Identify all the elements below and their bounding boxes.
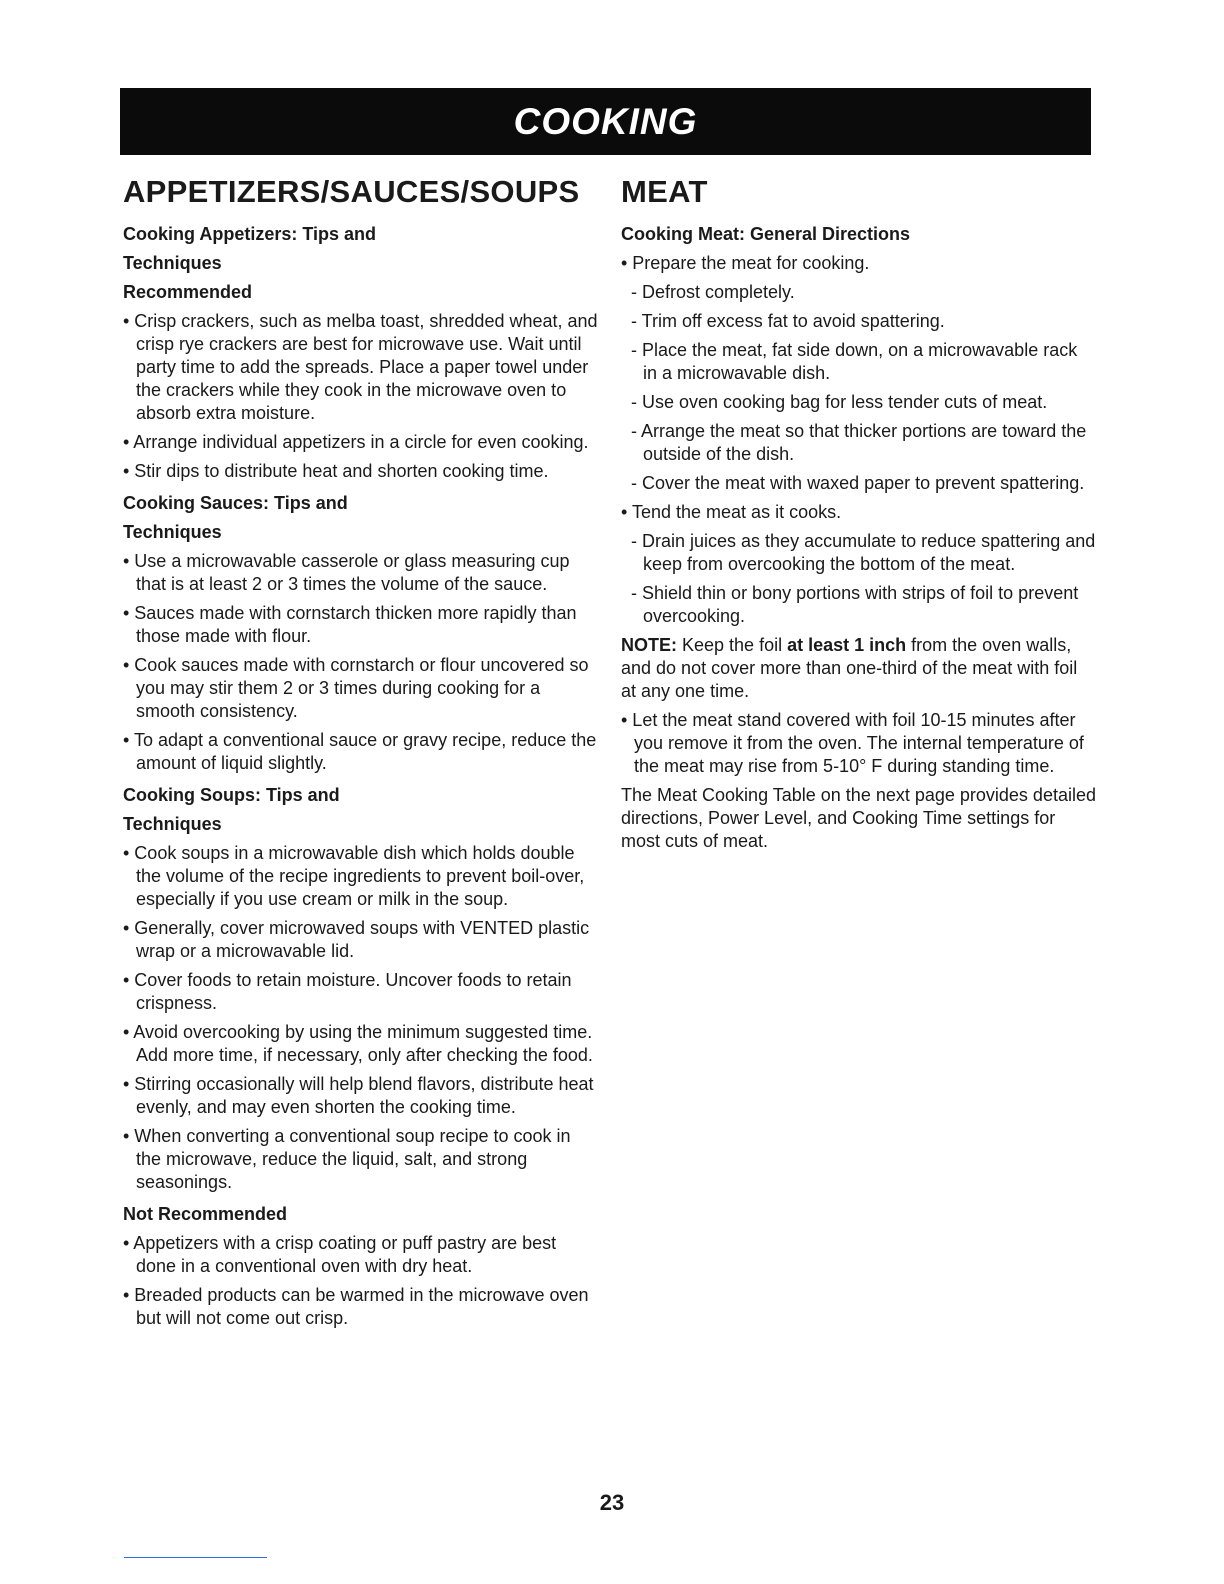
appetizers-heading-cont: Techniques — [123, 253, 222, 273]
list-item: • Cover foods to retain moisture. Uncover foods to retain crispness. — [123, 970, 572, 1013]
banner-title: COOKING — [513, 100, 698, 142]
sub-list-item: - Trim off excess fat to avoid spattering. — [631, 311, 945, 331]
list-item: • Crisp crackers, such as melba toast, shredded wheat, and crisp rye crackers are best for microwave use. Wait until party time to add the spreads. Place a paper towel under the crackers while they cook in the microwave oven to absorb extra moisture. — [123, 311, 598, 423]
sauces-heading-cont: Techniques — [123, 522, 222, 542]
list-item: • Let the meat stand covered with foil 10-15 minutes after you remove it from the oven. The internal temperature of the meat may rise from 5-10° F during standing time. — [621, 710, 1084, 776]
appetizers-heading: Cooking Appetizers: Tips and — [123, 224, 377, 244]
section-banner — [120, 88, 1091, 155]
right-column — [621, 172, 1096, 859]
note-label: NOTE: — [621, 635, 677, 655]
sub-list-item: - Arrange the meat so that thicker portions are toward the outside of the dish. — [631, 421, 1087, 464]
recommended-heading: Recommended — [123, 282, 253, 302]
sub-list-item: - Place the meat, fat side down, on a microwavable rack in a microwavable dish. — [631, 340, 1078, 383]
list-item: • Stir dips to distribute heat and shorten cooking time. — [123, 461, 549, 481]
sub-list-item: - Cover the meat with waxed paper to prevent spattering. — [631, 473, 1085, 493]
sub-list-item: - Use oven cooking bag for less tender cuts of meat. — [631, 392, 1048, 412]
soups-heading-cont: Techniques — [123, 814, 222, 834]
note-text-cont: from the oven walls, and do not cover more than one-third of the meat with foil at any one time. — [621, 635, 1078, 701]
note-text: Keep the foil — [677, 635, 788, 655]
list-item: • Prepare the meat for cooking. — [621, 253, 870, 273]
note-paragraph — [621, 634, 1096, 703]
left-column — [123, 172, 598, 1336]
list-item: • Arrange individual appetizers in a circle for even cooking. — [123, 432, 589, 452]
meat-general-heading: Cooking Meat: General Directions — [621, 224, 911, 244]
footer-divider — [124, 1557, 267, 1558]
not-recommended-heading: Not Recommended — [123, 1204, 288, 1224]
list-item: • Cook sauces made with cornstarch or flour uncovered so you may stir them 2 or 3 times during cooking for a smooth consistency. — [123, 655, 589, 721]
section-title-appetizers: APPETIZERS/SAUCES/SOUPS — [123, 174, 580, 209]
page-number: 23 — [599, 1490, 625, 1515]
sub-list-item: - Shield thin or bony portions with strips of foil to prevent overcooking. — [631, 583, 1079, 626]
list-item: • Use a microwavable casserole or glass measuring cup that is at least 2 or 3 times the volume of the sauce. — [123, 551, 570, 594]
closing-paragraph: The Meat Cooking Table on the next page provides detailed directions, Power Level, and Cooking Time settings for most cuts of meat. — [621, 785, 1096, 851]
list-item: • Sauces made with cornstarch thicken more rapidly than those made with flour. — [123, 603, 577, 646]
list-item: • Tend the meat as it cooks. — [621, 502, 842, 522]
section-title-meat: MEAT — [621, 174, 708, 209]
list-item: • Cook soups in a microwavable dish which holds double the volume of the recipe ingredients to prevent boil-over, especially if you use cream or milk in the soup. — [123, 843, 585, 909]
list-item: • When converting a conventional soup recipe to cook in the microwave, reduce the liquid, salt, and strong seasonings. — [123, 1126, 571, 1192]
sub-list-item: - Defrost completely. — [631, 282, 795, 302]
list-item: • Stirring occasionally will help blend flavors, distribute heat evenly, and may even shorten the cooking time. — [123, 1074, 594, 1117]
list-item: • Appetizers with a crisp coating or puff pastry are best done in a conventional oven with dry heat. — [123, 1233, 557, 1276]
list-item: • To adapt a conventional sauce or gravy recipe, reduce the amount of liquid slightly. — [123, 730, 597, 773]
soups-heading: Cooking Soups: Tips and — [123, 785, 340, 805]
sauces-heading: Cooking Sauces: Tips and — [123, 493, 348, 513]
list-item: • Breaded products can be warmed in the microwave oven but will not come out crisp. — [123, 1285, 589, 1328]
sub-list-item: - Drain juices as they accumulate to reduce spattering and keep from overcooking the bottom of the meat. — [631, 531, 1096, 574]
note-emphasis: at least 1 inch — [787, 635, 907, 655]
list-item: • Avoid overcooking by using the minimum suggested time. Add more time, if necessary, only after checking the food. — [123, 1022, 593, 1065]
list-item: • Generally, cover microwaved soups with VENTED plastic wrap or a microwavable lid. — [123, 918, 590, 961]
